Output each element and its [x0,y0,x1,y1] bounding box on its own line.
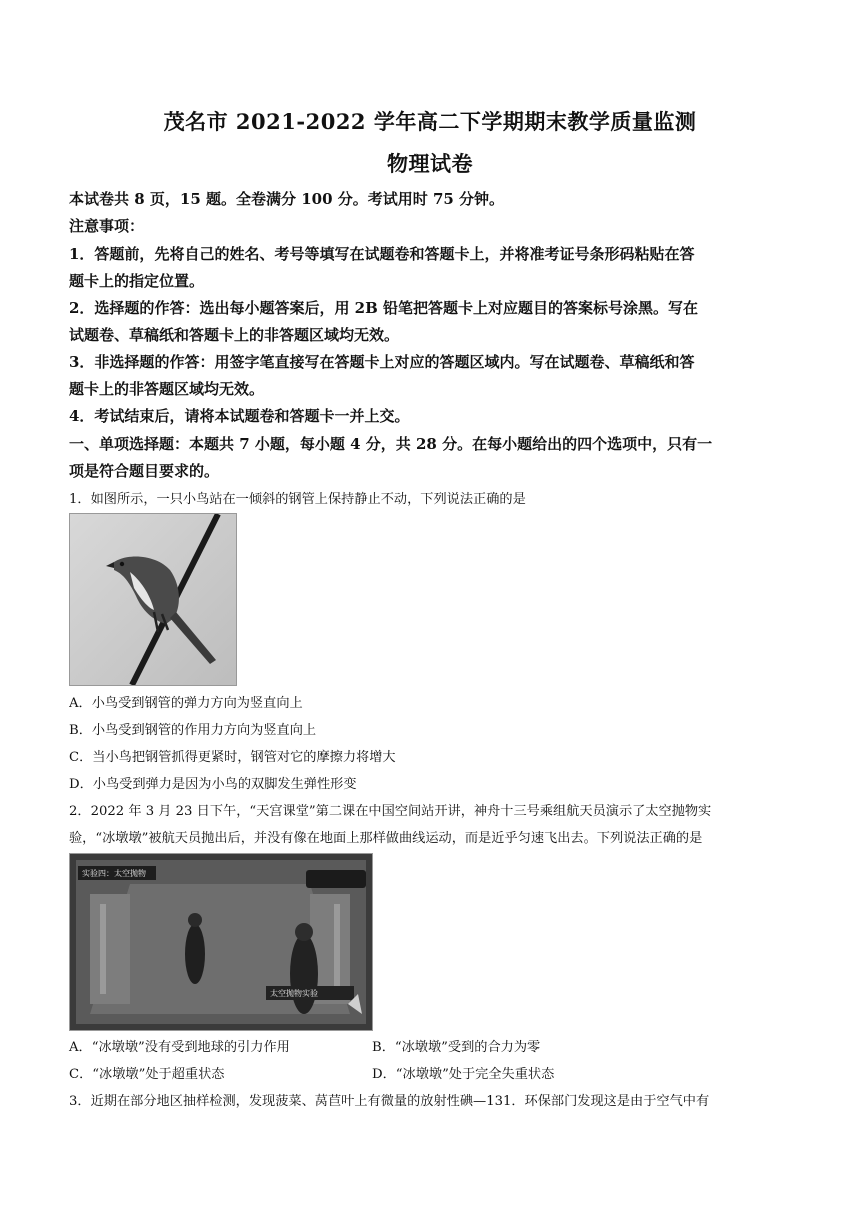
bird-on-pipe-photo [69,513,237,686]
question-1-option-b: B．小鸟受到钢管的作用力方向为竖直向上 [69,723,317,738]
question-3-stem: 3．近期在部分地区抽样检测，发现菠菜、莴苣叶上有微量的放射性碘—131．环保部门发现这是由于空气中有 [69,1094,710,1109]
space-station-photo [69,853,373,1031]
exam-subtitle: 物理试卷 [387,151,473,176]
question-2-stem-line-1: 2．2022 年 3 月 23 日下午，“天宫课堂”第二课在中国空间站开讲，神舟十三号乘组航天员演示了太空抛物实 [69,804,712,819]
photo-label-caption: 太空抛物实验 [270,989,318,998]
question-2-option-d: D．“冰墩墩”处于完全失重状态 [372,1067,555,1082]
photo-label-experiment: 实验四：太空抛物 [82,869,146,878]
note-2-line-1: 2．选择题的作答：选出每小题答案后，用 2B 铅笔把答题卡上对应题目的答案标号涂黑。写在 [69,299,699,317]
note-1-line-2: 题卡上的指定位置。 [69,272,205,290]
exam-title: 茂名市 2021-2022 学年高二下学期期末教学质量监测 [163,109,697,134]
section-heading-line-1: 一、单项选择题：本题共 7 小题，每小题 4 分，共 28 分。在每小题给出的四个选项中，只有一 [69,435,713,453]
note-3-line-1: 3．非选择题的作答：用签字笔直接写在答题卡上对应的答题区域内。写在试题卷、草稿纸和答 [69,353,695,371]
note-3-line-2: 题卡上的非答题区域均无效。 [69,380,265,398]
note-2-line-2: 试题卷、草稿纸和答题卡上的非答题区域均无效。 [69,326,400,344]
question-1-option-d: D．小鸟受到弹力是因为小鸟的双脚发生弹性形变 [69,777,357,792]
section-heading-line-2: 项是符合题目要求的。 [69,462,220,480]
note-1-line-1: 1．答题前，先将自己的姓名、考号等填写在试题卷和答题卡上，并将准考证号条形码粘贴在答 [69,245,695,263]
question-1-option-a: A．小鸟受到钢管的弹力方向为竖直向上 [69,696,303,711]
question-2-option-a: A．“冰墩墩”没有受到地球的引力作用 [69,1040,290,1055]
question-2-option-c: C．“冰墩墩”处于超重状态 [69,1067,225,1082]
exam-summary: 本试卷共 8 页，15 题。全卷满分 100 分。考试用时 75 分钟。 [69,190,505,208]
notice-heading: 注意事项： [69,217,145,235]
question-2-option-b: B．“冰墩墩”受到的合力为零 [372,1040,541,1055]
question-2-stem-line-2: 验，“冰墩墩”被航天员抛出后，并没有像在地面上那样做曲线运动，而是近乎匀速飞出去。下列说法正确的是 [69,831,703,846]
question-1-option-c: C．当小鸟把钢管抓得更紧时，钢管对它的摩擦力将增大 [69,750,396,765]
question-1-stem: 1．如图所示，一只小鸟站在一倾斜的钢管上保持静止不动，下列说法正确的是 [69,492,526,507]
note-4-line-1: 4．考试结束后，请将本试题卷和答题卡一并上交。 [69,407,410,425]
